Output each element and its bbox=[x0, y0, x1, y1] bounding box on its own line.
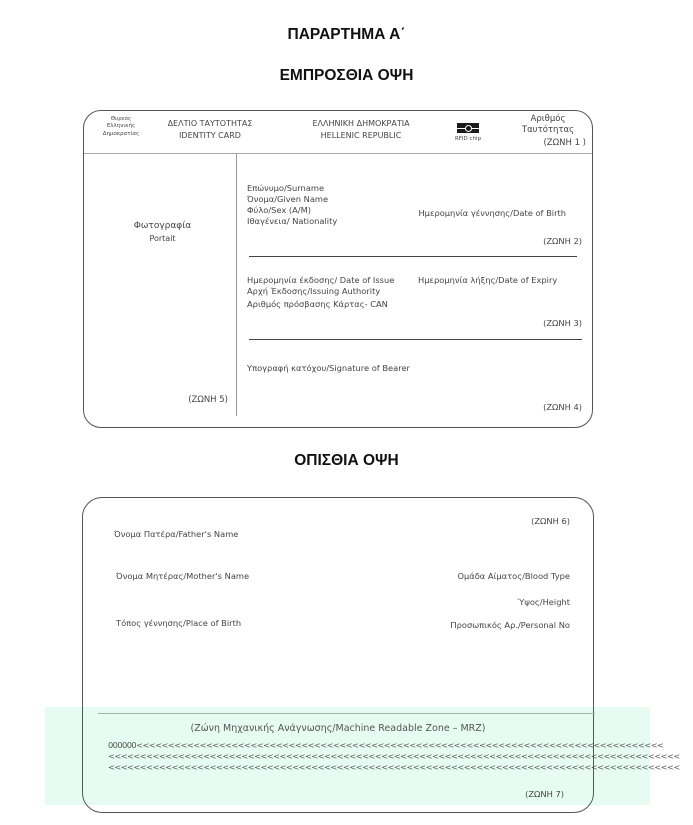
emblem-line: Θυρεός bbox=[110, 116, 132, 122]
personal-details-block bbox=[247, 183, 337, 227]
zone-2-divider bbox=[249, 256, 577, 257]
rfid-chip-icon bbox=[457, 123, 479, 133]
can-label: Αριθμός πρόσβασης Κάρτας- CAN bbox=[247, 299, 388, 309]
back-side-title: ΟΠΙΣΘΙΑ ΟΨΗ bbox=[294, 452, 399, 469]
zone-3-label: (ΖΩΝΗ 3) bbox=[543, 318, 582, 328]
id-number-line: Αριθμός bbox=[530, 114, 566, 124]
card-title-english: IDENTITY CARD bbox=[179, 131, 241, 140]
annex-title: ΠΑΡΑΡΤΗΜΑ Α΄ bbox=[287, 26, 406, 43]
mrz-line-1: 000000<<<<<<<<<<<<<<<<<<<<<<<<<<<<<<<<<<<<<<<<<<<<<<<<<<<<<<<<<<<<<<<<<<<<<<<<<<<<<<<<<<< bbox=[108, 740, 664, 750]
zone-5-label: (ΖΩΝΗ 5) bbox=[188, 395, 228, 405]
blood-type-label: Ομάδα Αίματος/Blood Type bbox=[457, 571, 570, 581]
surname-label: Επώνυμο/Surname bbox=[247, 183, 325, 193]
front-side-title: ΕΜΠΡΟΣΘΙΑ ΟΨΗ bbox=[279, 67, 414, 84]
mrz-line-2: <<<<<<<<<<<<<<<<<<<<<<<<<<<<<<<<<<<<<<<<<<<<<<<<<<<<<<<<<<<<<<<<<<<<<<<<<<<<<<<<<<<<<<<<<< bbox=[108, 751, 680, 761]
id-number-label bbox=[508, 114, 588, 137]
republic-greek: ΕΛΛΗΝΙΚΗ ΔΗΜΟΚΡΑΤΙΑ bbox=[312, 119, 410, 128]
republic-english: HELLENIC REPUBLIC bbox=[320, 131, 402, 140]
photo-column-divider bbox=[236, 154, 237, 416]
date-of-issue-label: Ημερομηνία έκδοσης/ Date of Issue bbox=[247, 275, 395, 285]
emblem-line: Ελληνικής bbox=[106, 123, 136, 130]
coat-of-arms-emblem bbox=[90, 116, 152, 138]
given-name-label: Όνομα/Given Name bbox=[247, 194, 329, 204]
place-of-birth-label: Τόπος γέννησης/Place of Birth bbox=[116, 618, 242, 628]
mrz-title: (Ζώνη Μηχανικής Ανάγνωσης/Machine Readable Zone – MRZ) bbox=[190, 723, 486, 734]
personal-number-label: Προσωπικός Αρ./Personal No bbox=[450, 620, 570, 630]
issuing-authority-label: Αρχή Έκδοσης/Issuing Authority bbox=[247, 286, 381, 296]
zone-7-label: (ΖΩΝΗ 7) bbox=[525, 789, 564, 799]
issue-details-block bbox=[247, 275, 394, 310]
photo-label-english: Portait bbox=[149, 234, 176, 243]
emblem-line: Δημοκρατίας bbox=[102, 130, 140, 137]
republic-title bbox=[298, 118, 424, 142]
photo-label-greek: Φωτογραφία bbox=[133, 221, 192, 231]
zone-2-label: (ΖΩΝΗ 2) bbox=[543, 236, 582, 246]
nationality-label: Ιθαγένεια/ Nationality bbox=[247, 216, 338, 226]
fathers-name-label: Όνομα Πατέρα/Father's Name bbox=[114, 529, 239, 539]
date-of-birth-label: Ημερομηνία γέννησης/Date of Birth bbox=[418, 208, 566, 218]
mrz-lines bbox=[108, 740, 680, 773]
id-number-line: Ταυτότητας bbox=[521, 125, 575, 136]
mrz-line-3: <<<<<<<<<<<<<<<<<<<<<<<<<<<<<<<<<<<<<<<<<<<<<<<<<<<<<<<<<<<<<<<<<<<<<<<<<<<<<<<<<<<<<<<<<< bbox=[108, 762, 680, 772]
zone-3-divider bbox=[249, 339, 582, 340]
card-title bbox=[148, 118, 272, 142]
date-of-expiry-label: Ημερομηνία λήξης/Date of Expiry bbox=[418, 275, 558, 285]
zone-6-label: (ΖΩΝΗ 6) bbox=[531, 516, 570, 526]
sex-label: Φύλο/Sex (Α/Μ) bbox=[247, 205, 311, 215]
card-title-greek: ΔΕΛΤΙΟ ΤΑΥΤΟΤΗΤΑΣ bbox=[167, 119, 253, 128]
signature-of-bearer-label: Υπογραφή κατόχου/Signature of Bearer bbox=[247, 363, 410, 373]
mothers-name-label: Όνομα Μητέρας/Mother's Name bbox=[116, 571, 250, 581]
zone-1-label: (ΖΩΝΗ 1 ) bbox=[543, 138, 586, 148]
height-label: Ύψος/Height bbox=[517, 597, 570, 607]
header-divider bbox=[84, 153, 592, 154]
mrz-divider bbox=[98, 713, 595, 714]
front-card bbox=[83, 110, 593, 428]
rfid-chip-label: RFID chip bbox=[454, 136, 482, 142]
zone-4-label: (ΖΩΝΗ 4) bbox=[543, 402, 582, 412]
